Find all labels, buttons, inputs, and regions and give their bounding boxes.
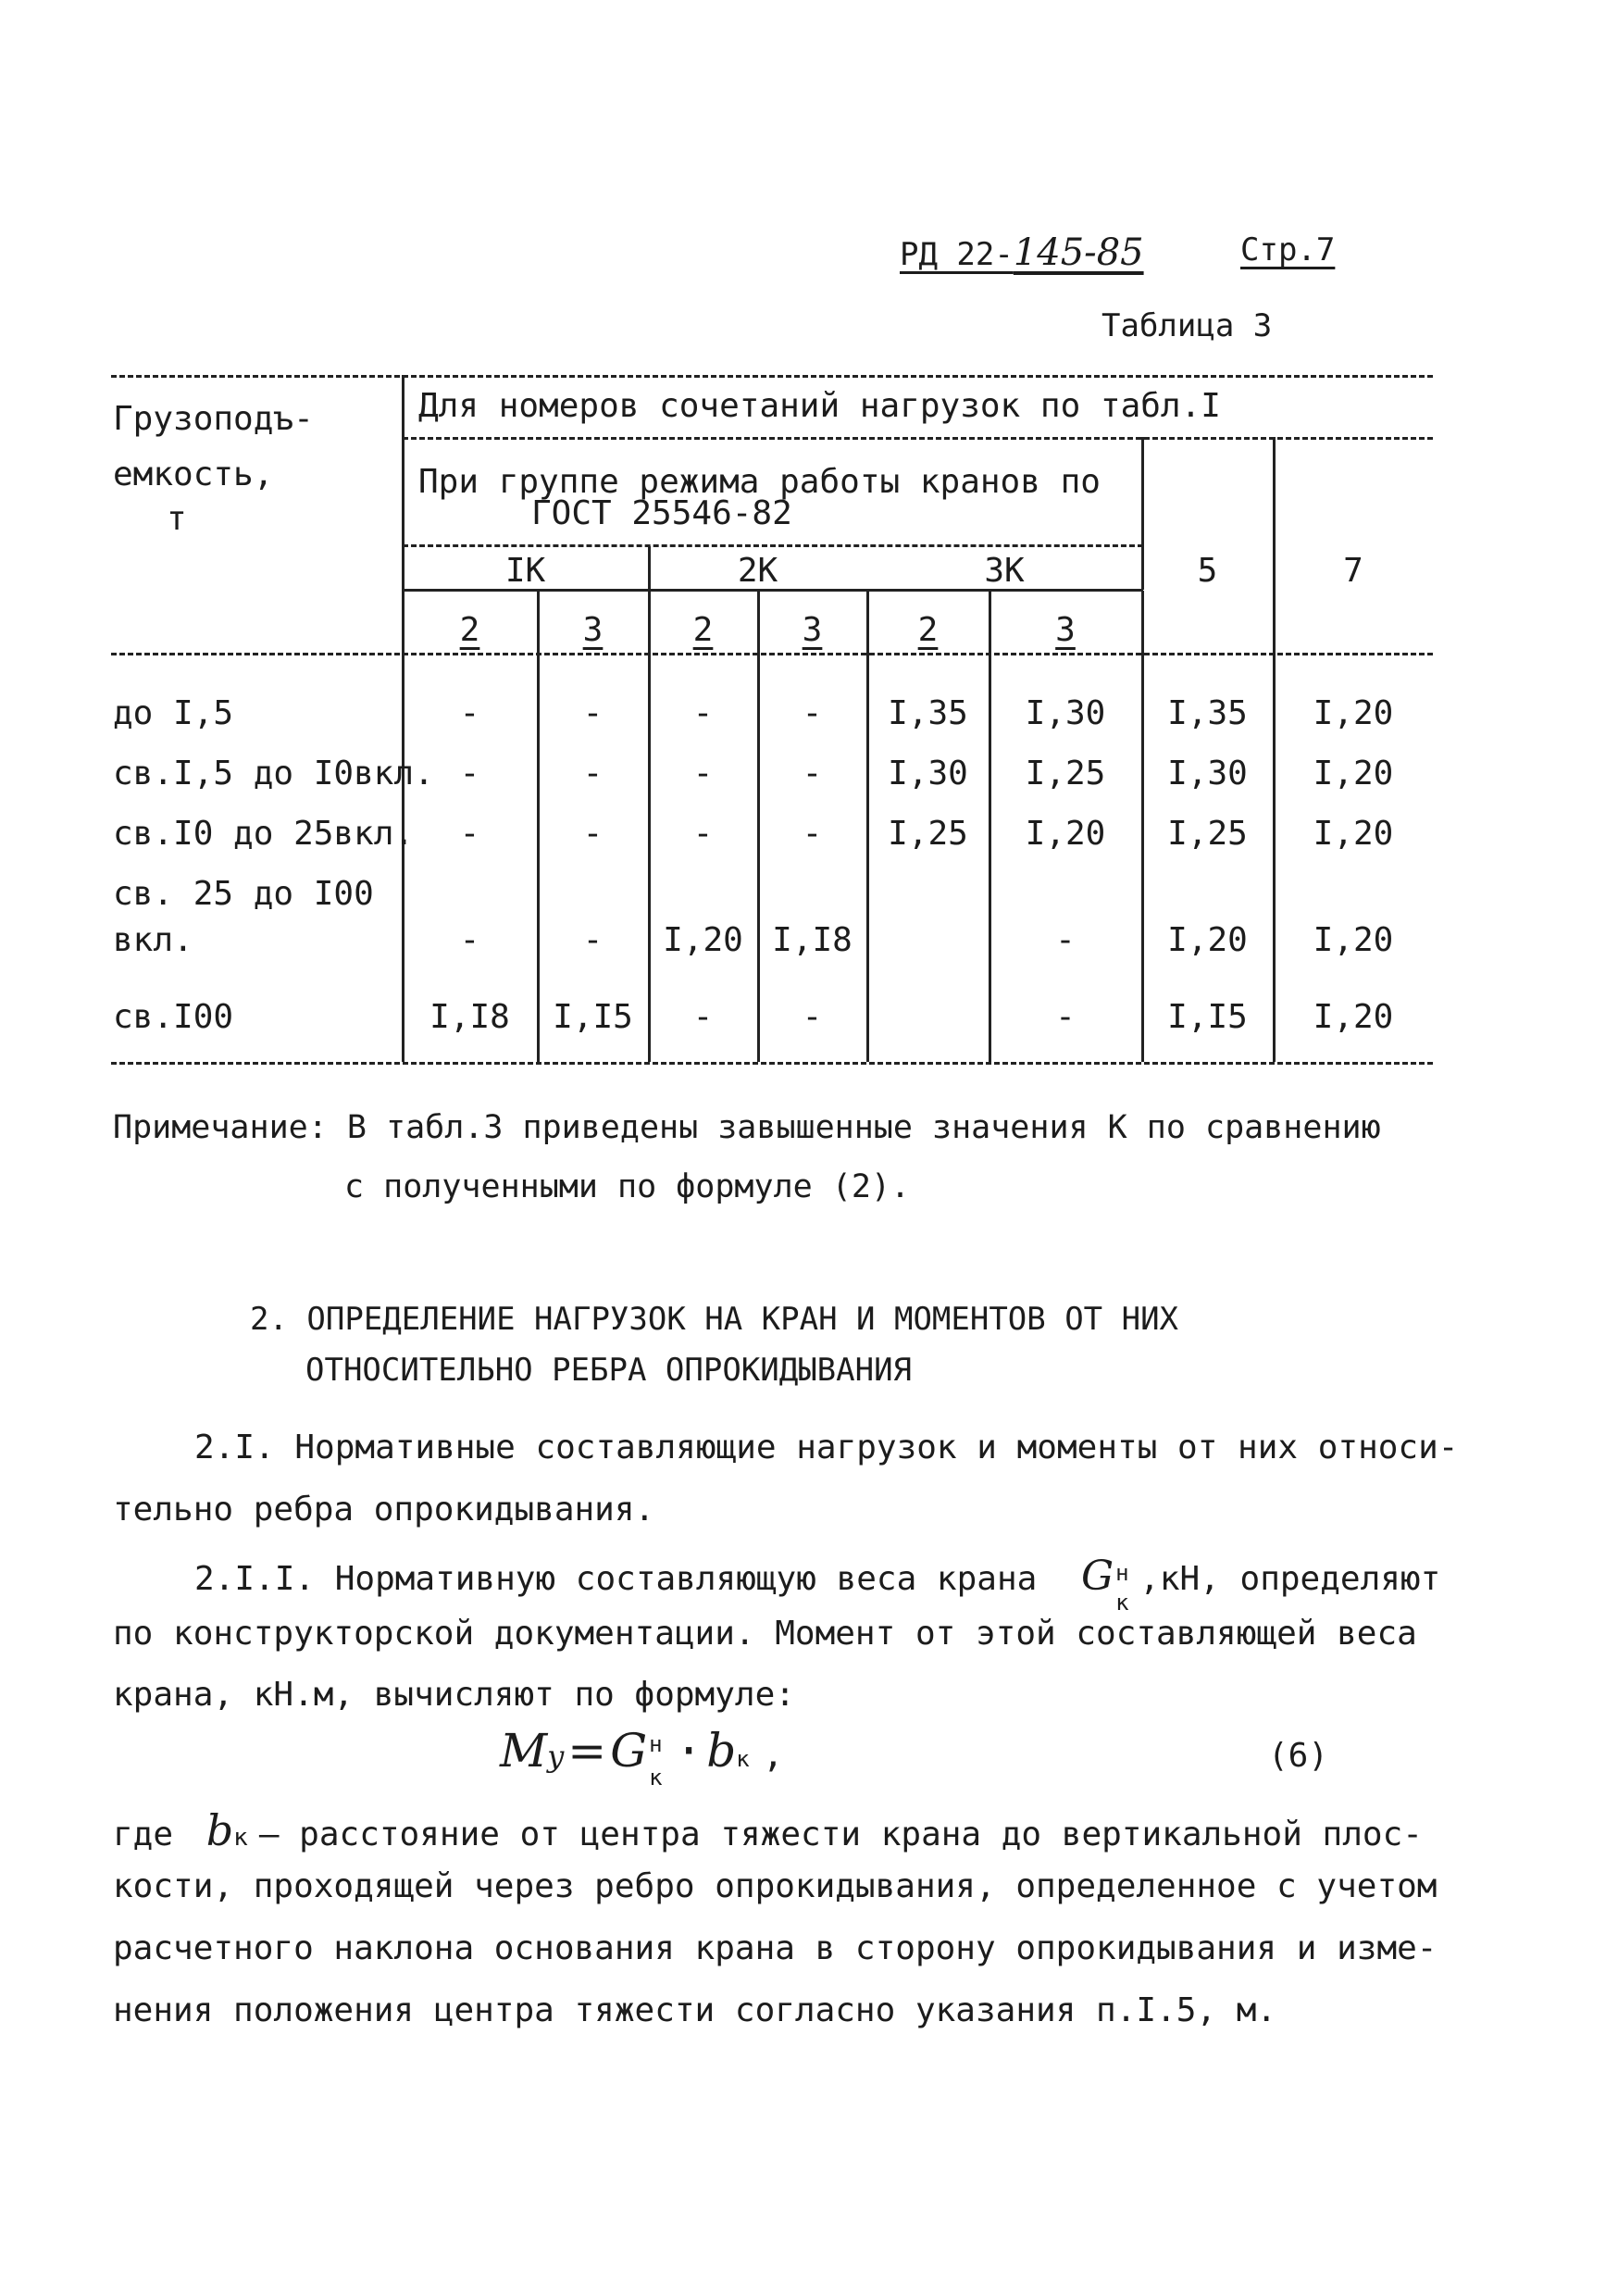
symbol-b: b <box>205 1805 234 1855</box>
formula-comma: , <box>762 1734 784 1775</box>
cell: I,30 <box>1025 694 1106 732</box>
formula-b-sub: к <box>736 1746 750 1772</box>
paragraph-where-line-3: расчетного наклона основания крана в сторону опрокидывания и изме- <box>113 1929 1438 1967</box>
cell: - <box>1055 998 1076 1036</box>
cell: - <box>459 694 480 732</box>
rule-under-group-header <box>403 544 1143 547</box>
para-text: 2.I.I. Нормативную составляющую веса крана <box>194 1560 1038 1598</box>
cell: - <box>802 694 823 732</box>
row-label: до I,5 <box>113 694 234 732</box>
formula-G: G <box>610 1724 648 1778</box>
subcol-4: 3 <box>802 611 823 649</box>
table-note-line-1: Примечание: В табл.3 приведены завышенные значения K по сравнению <box>113 1109 1381 1146</box>
stub-head-line-3: т <box>167 500 187 538</box>
formula-G-sub: к <box>649 1765 663 1791</box>
cell: - <box>802 998 823 1036</box>
cell: I,20 <box>1313 755 1394 792</box>
row-label: св.I,5 до I0вкл. <box>113 755 434 792</box>
cell: I,35 <box>888 694 968 732</box>
cell: I,30 <box>888 755 968 792</box>
cell: I,30 <box>1167 755 1248 792</box>
paragraph-2-1-line-2: тельно ребра опрокидывания. <box>113 1491 655 1529</box>
formula-6 <box>500 1724 784 1791</box>
cell: I,25 <box>1025 755 1106 792</box>
formula-M: M <box>500 1724 548 1778</box>
cell: - <box>582 694 604 732</box>
cell: I,20 <box>663 921 743 959</box>
cell: I,35 <box>1167 694 1248 732</box>
paragraph-where-line-2: кости, проходящей через ребро опрокидывания, определенное с учетом <box>113 1867 1438 1905</box>
header-bottom-rule <box>111 653 1433 655</box>
table-bottom-rule <box>111 1062 1433 1065</box>
group-header-line-2: ГОСТ 25546-82 <box>531 494 792 532</box>
cell: - <box>459 815 480 853</box>
paragraph-2-1-line-1: 2.I. Нормативные составляющие нагрузок и моменты от них относи- <box>194 1429 1459 1466</box>
cell: I,25 <box>1167 815 1248 853</box>
cell: - <box>802 755 823 792</box>
formula-b: b <box>706 1724 737 1778</box>
group-3k: 3K <box>984 552 1025 590</box>
table-top-rule <box>111 375 1433 378</box>
symbol-G-sub: к <box>1115 1590 1129 1616</box>
paragraph-where-line-1 <box>113 1805 1423 1855</box>
cell: - <box>582 755 604 792</box>
paragraph-where-line-4: нения положения центра тяжести согласно указания п.I.5, м. <box>113 1991 1277 2029</box>
formula-dot: · <box>675 1724 703 1778</box>
cell: I,20 <box>1313 694 1394 732</box>
cell: - <box>459 755 480 792</box>
cell: - <box>582 921 604 959</box>
paragraph-2-1-1-line-2: по конструкторской документации. Момент от этой составляющей веса <box>113 1615 1417 1653</box>
cell: I,I8 <box>772 921 853 959</box>
cell: - <box>582 815 604 853</box>
col-5-header: 5 <box>1197 552 1218 590</box>
row-label: св. 25 до I00 <box>113 875 374 913</box>
table-note-line-2: с полученными по формуле (2). <box>344 1168 911 1205</box>
section-heading-line-1: 2. ОПРЕДЕЛЕНИЕ НАГРУЗОК НА КРАН И МОМЕНТОВ ОТ НИХ <box>250 1301 1179 1338</box>
group-2k: 2K <box>737 552 778 590</box>
row-label-cont: вкл. <box>113 921 193 959</box>
paragraph-2-1-1-line-1 <box>194 1553 1441 1616</box>
cell: I,20 <box>1025 815 1106 853</box>
subcol-3: 2 <box>692 611 714 649</box>
paragraph-2-1-1-line-3: крана, кН.м, вычисляют по формуле: <box>113 1676 795 1714</box>
formula-number: (6) <box>1268 1737 1329 1775</box>
cell: - <box>692 755 714 792</box>
doc-number-handwritten: 145-85 <box>1013 231 1144 274</box>
cell: I,20 <box>1313 815 1394 853</box>
para-text: – расстояние от центра тяжести крана до вертикальной плос- <box>258 1816 1423 1853</box>
cell: - <box>692 815 714 853</box>
formula-M-sub: y <box>547 1739 565 1774</box>
col-5-7-divider <box>1273 437 1276 1062</box>
symbol-b-sub: к <box>233 1824 248 1852</box>
stub-head-line-2: емкость, <box>113 455 274 493</box>
cell: - <box>692 694 714 732</box>
cell: I,20 <box>1313 998 1394 1036</box>
cell: - <box>459 921 480 959</box>
cell: - <box>692 998 714 1036</box>
cell: I,20 <box>1313 921 1394 959</box>
symbol-G: G <box>1081 1553 1114 1600</box>
page-number: Стр.7 <box>1240 231 1336 268</box>
doc-prefix: РД 22- <box>900 236 1014 273</box>
stub-head-line-1: Грузоподъ- <box>113 400 314 438</box>
row-label: св.I00 <box>113 998 234 1036</box>
subcol-2: 3 <box>582 611 604 649</box>
para-text: где <box>113 1816 174 1853</box>
cell: I,20 <box>1167 921 1248 959</box>
formula-G-sup: н <box>649 1731 663 1757</box>
symbol-G-sup: н <box>1115 1560 1129 1586</box>
cell: I,25 <box>888 815 968 853</box>
group-1k: IK <box>504 552 546 590</box>
cell: I,I5 <box>1167 998 1248 1036</box>
table-caption: Таблица 3 <box>1101 307 1273 344</box>
rule-under-top-header <box>403 437 1433 440</box>
row-label: св.I0 до 25вкл. <box>113 815 415 853</box>
top-header: Для номеров сочетаний нагрузок по табл.I <box>418 387 1221 425</box>
cell: - <box>1055 921 1076 959</box>
subcol-1: 2 <box>459 611 480 649</box>
formula-equals: = <box>567 1724 607 1778</box>
document-code <box>900 231 1144 274</box>
section-heading-line-2: ОТНОСИТЕЛЬНО РЕБРА ОПРОКИДЫВАНИЯ <box>305 1352 913 1389</box>
cell: I,I5 <box>553 998 633 1036</box>
col-7-header: 7 <box>1343 552 1363 590</box>
para-text: ,кН, определяют <box>1139 1560 1441 1598</box>
subcol-6: 3 <box>1055 611 1076 649</box>
cell: I,I8 <box>429 998 510 1036</box>
cell: - <box>802 815 823 853</box>
group-header-line-1: При группе режима работы кранов по <box>418 463 1101 501</box>
subcol-5: 2 <box>917 611 939 649</box>
